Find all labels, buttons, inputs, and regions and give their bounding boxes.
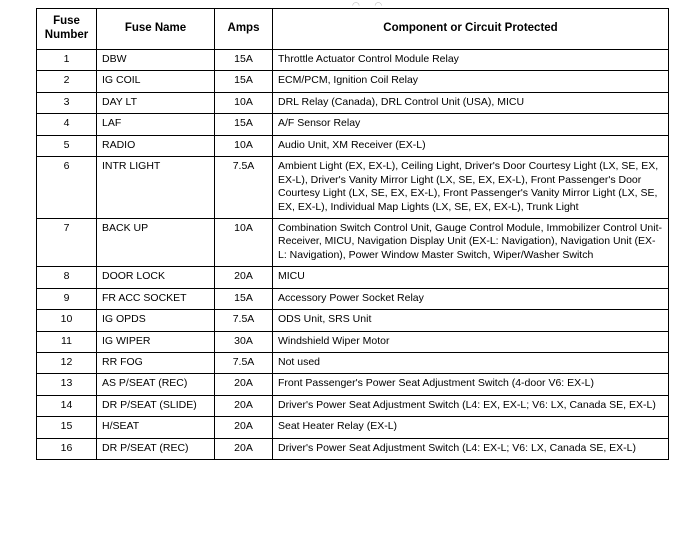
cell-component: Seat Heater Relay (EX-L)	[273, 417, 669, 438]
cell-amps: 20A	[215, 438, 273, 459]
cell-fuse-number: 13	[37, 374, 97, 395]
table-row	[37, 267, 669, 288]
cell-fuse-number: 7	[37, 218, 97, 266]
cell-component: Windshield Wiper Motor	[273, 331, 669, 352]
table-row	[37, 374, 669, 395]
cell-component: Front Passenger's Power Seat Adjustment Switch (4-door V6: EX-L)	[273, 374, 669, 395]
table-row	[37, 71, 669, 92]
scan-artifact-marks: ◠ ◠	[352, 0, 389, 10]
column-header-amps: Amps	[215, 9, 273, 50]
cell-fuse-number: 9	[37, 288, 97, 309]
cell-fuse-name: IG COIL	[97, 71, 215, 92]
cell-amps: 30A	[215, 331, 273, 352]
cell-amps: 7.5A	[215, 157, 273, 219]
cell-fuse-name: DR P/SEAT (REC)	[97, 438, 215, 459]
table-row	[37, 417, 669, 438]
fuse-table	[36, 8, 669, 460]
cell-fuse-number: 14	[37, 395, 97, 416]
cell-component: ECM/PCM, Ignition Coil Relay	[273, 71, 669, 92]
cell-component: Not used	[273, 353, 669, 374]
cell-amps: 7.5A	[215, 353, 273, 374]
cell-amps: 15A	[215, 114, 273, 135]
cell-fuse-name: INTR LIGHT	[97, 157, 215, 219]
cell-fuse-number: 12	[37, 353, 97, 374]
cell-amps: 15A	[215, 71, 273, 92]
cell-component: DRL Relay (Canada), DRL Control Unit (USA), MICU	[273, 92, 669, 113]
table-row	[37, 438, 669, 459]
cell-fuse-name: DR P/SEAT (SLIDE)	[97, 395, 215, 416]
cell-fuse-name: AS P/SEAT (REC)	[97, 374, 215, 395]
table-row	[37, 50, 669, 71]
table-header	[37, 9, 669, 50]
table-row	[37, 157, 669, 219]
table-row	[37, 310, 669, 331]
table-row	[37, 395, 669, 416]
column-header-component: Component or Circuit Protected	[273, 9, 669, 50]
cell-amps: 20A	[215, 417, 273, 438]
cell-fuse-number: 5	[37, 135, 97, 156]
cell-fuse-name: RADIO	[97, 135, 215, 156]
cell-component: Audio Unit, XM Receiver (EX-L)	[273, 135, 669, 156]
cell-fuse-number: 11	[37, 331, 97, 352]
cell-fuse-number: 4	[37, 114, 97, 135]
cell-component: Driver's Power Seat Adjustment Switch (L4: EX-L; V6: LX, Canada SE, EX-L)	[273, 438, 669, 459]
cell-component: Combination Switch Control Unit, Gauge Control Module, Immobilizer Control Unit-Receiver, MICU, Navigation Display Unit (EX-L: Navigation), Navigation Unit (EX-L: Navigation), Power Window Master Switch, Wiper/Washer Switch	[273, 218, 669, 266]
cell-amps: 10A	[215, 92, 273, 113]
cell-component: A/F Sensor Relay	[273, 114, 669, 135]
cell-fuse-name: H/SEAT	[97, 417, 215, 438]
cell-fuse-name: DBW	[97, 50, 215, 71]
cell-fuse-number: 3	[37, 92, 97, 113]
cell-component: Ambient Light (EX, EX-L), Ceiling Light, Driver's Door Courtesy Light (LX, SE, EX, EX-L), Driver's Vanity Mirror Light (LX, SE, EX, EX-L), Front Passenger's Door Courtesy Light (LX, SE, EX, EX-L), Front Passenger's Vanity Mirror Light (LX, SE, EX, EX-L), Individual Map Lights (LX, SE, EX, EX-L), Trunk Light	[273, 157, 669, 219]
cell-fuse-number: 10	[37, 310, 97, 331]
table-row	[37, 331, 669, 352]
cell-component: MICU	[273, 267, 669, 288]
cell-fuse-number: 2	[37, 71, 97, 92]
column-header-fuse-number-line2: Number	[44, 29, 89, 42]
table-row	[37, 135, 669, 156]
cell-amps: 10A	[215, 135, 273, 156]
table-row	[37, 218, 669, 266]
cell-fuse-name: DAY LT	[97, 92, 215, 113]
table-row	[37, 92, 669, 113]
table-body	[37, 50, 669, 460]
cell-fuse-name: BACK UP	[97, 218, 215, 266]
cell-amps: 15A	[215, 288, 273, 309]
cell-fuse-number: 1	[37, 50, 97, 71]
cell-component: Driver's Power Seat Adjustment Switch (L4: EX, EX-L; V6: LX, Canada SE, EX-L)	[273, 395, 669, 416]
table-header-row	[37, 9, 669, 50]
cell-fuse-number: 6	[37, 157, 97, 219]
cell-component: Accessory Power Socket Relay	[273, 288, 669, 309]
cell-amps: 10A	[215, 218, 273, 266]
cell-fuse-name: DOOR LOCK	[97, 267, 215, 288]
table-row	[37, 288, 669, 309]
cell-fuse-name: LAF	[97, 114, 215, 135]
cell-amps: 20A	[215, 374, 273, 395]
column-header-fuse-number-line1: Fuse	[53, 15, 80, 27]
cell-amps: 15A	[215, 50, 273, 71]
cell-amps: 20A	[215, 267, 273, 288]
column-header-fuse-number	[37, 9, 97, 50]
cell-fuse-number: 15	[37, 417, 97, 438]
cell-fuse-number: 16	[37, 438, 97, 459]
cell-component: Throttle Actuator Control Module Relay	[273, 50, 669, 71]
column-header-fuse-name: Fuse Name	[97, 9, 215, 50]
cell-amps: 7.5A	[215, 310, 273, 331]
table-row	[37, 353, 669, 374]
cell-fuse-name: IG OPDS	[97, 310, 215, 331]
table-row	[37, 114, 669, 135]
cell-fuse-name: IG WIPER	[97, 331, 215, 352]
cell-component: ODS Unit, SRS Unit	[273, 310, 669, 331]
cell-fuse-name: FR ACC SOCKET	[97, 288, 215, 309]
cell-fuse-name: RR FOG	[97, 353, 215, 374]
cell-amps: 20A	[215, 395, 273, 416]
cell-fuse-number: 8	[37, 267, 97, 288]
